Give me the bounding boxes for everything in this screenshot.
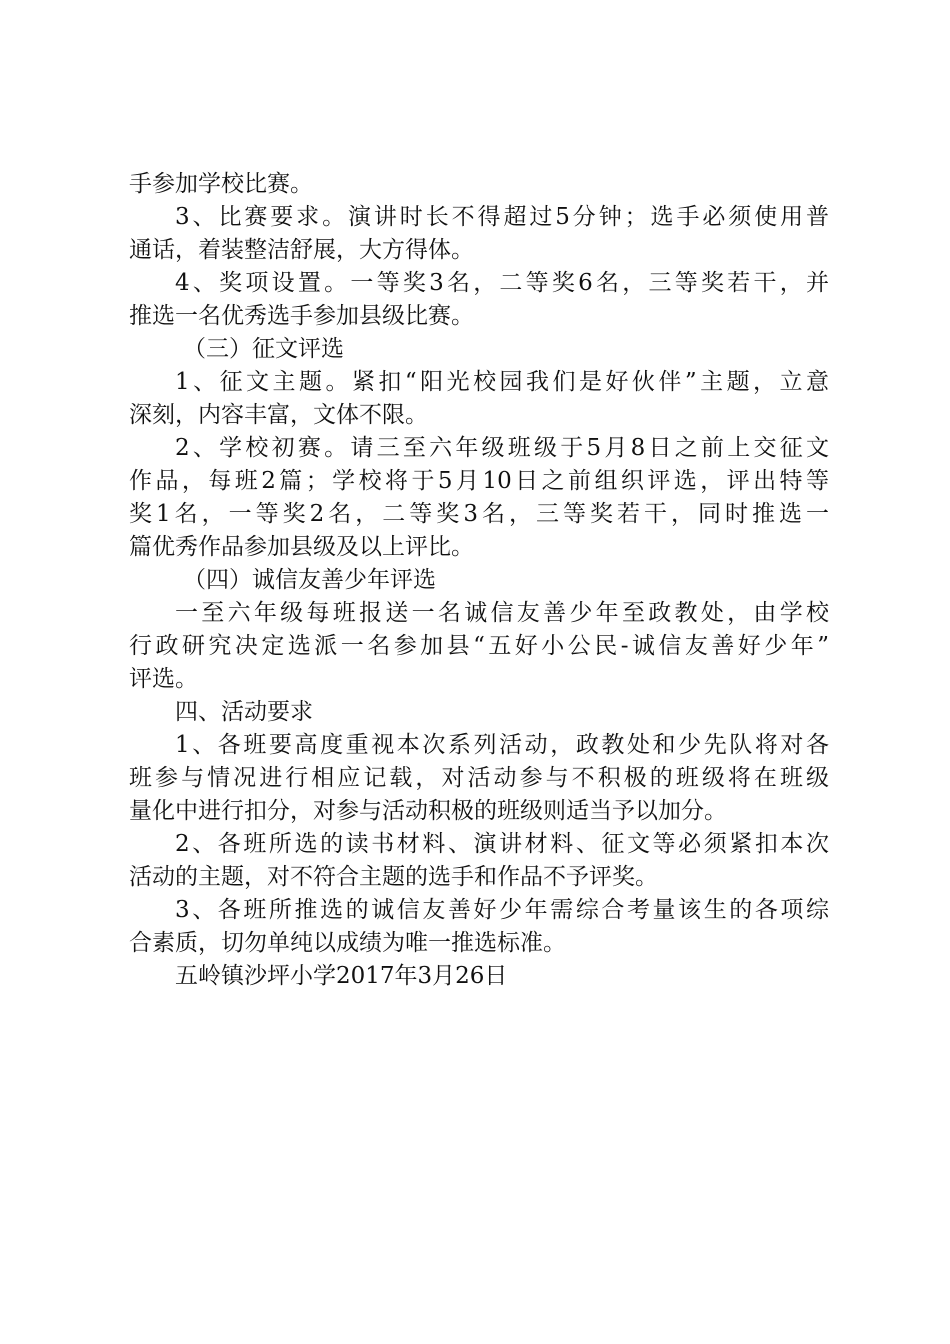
- paragraph-line: 1、征文主题。紧扣“阳光校园我们是好伙伴”主题，立意: [175, 369, 829, 395]
- paragraph-line: 3、比赛要求。演讲时长不得超过5分钟；选手必须使用普: [175, 204, 829, 230]
- paragraph-line: 通话，着装整洁舒展，大方得体。: [129, 237, 474, 263]
- paragraph-line: 3、各班所推选的诚信友善好少年需综合考量该生的各项综: [175, 897, 829, 923]
- paragraph-line: 活动的主题，对不符合主题的选手和作品不予评奖。: [129, 864, 658, 890]
- paragraph-line: 奖1名，一等奖2名，二等奖3名，三等奖若干，同时推选一: [129, 501, 829, 527]
- paragraph-line: 1、各班要高度重视本次系列活动，政教处和少先队将对各: [175, 732, 829, 758]
- paragraph-line: 一至六年级每班报送一名诚信友善少年至政教处，由学校: [175, 600, 829, 626]
- paragraph-line: 行政研究决定选派一名参加县“五好小公民-诚信友善好少年”: [129, 633, 829, 659]
- paragraph-line: 量化中进行扣分，对参与活动积极的班级则适当予以加分。: [129, 798, 727, 824]
- paragraph-line: 推选一名优秀选手参加县级比赛。: [129, 303, 474, 329]
- document-body: [129, 168, 829, 993]
- paragraph-line: 篇优秀作品参加县级及以上评比。: [129, 534, 474, 560]
- signature-date-line: 五岭镇沙坪小学2017年3月26日: [175, 963, 508, 989]
- paragraph-line: 2、学校初赛。请三至六年级班级于5月8日之前上交征文: [175, 435, 829, 461]
- section-heading: （三）征文评选: [183, 336, 344, 362]
- paragraph-line: 深刻，内容丰富，文体不限。: [129, 402, 428, 428]
- paragraph-line: 手参加学校比赛。: [129, 171, 313, 197]
- paragraph-line: 合素质，切勿单纯以成绩为唯一推选标准。: [129, 930, 566, 956]
- paragraph-line: 评选。: [129, 666, 198, 692]
- paragraph-line: 作品，每班2篇；学校将于5月10日之前组织评选，评出特等: [129, 468, 829, 494]
- section-heading: 四、活动要求: [175, 699, 313, 725]
- section-heading: （四）诚信友善少年评选: [183, 567, 436, 593]
- paragraph-line: 班参与情况进行相应记载，对活动参与不积极的班级将在班级: [129, 765, 829, 791]
- paragraph-line: 2、各班所选的读书材料、演讲材料、征文等必须紧扣本次: [175, 831, 829, 857]
- paragraph-line: 4、奖项设置。一等奖3名，二等奖6名，三等奖若干，并: [175, 270, 829, 296]
